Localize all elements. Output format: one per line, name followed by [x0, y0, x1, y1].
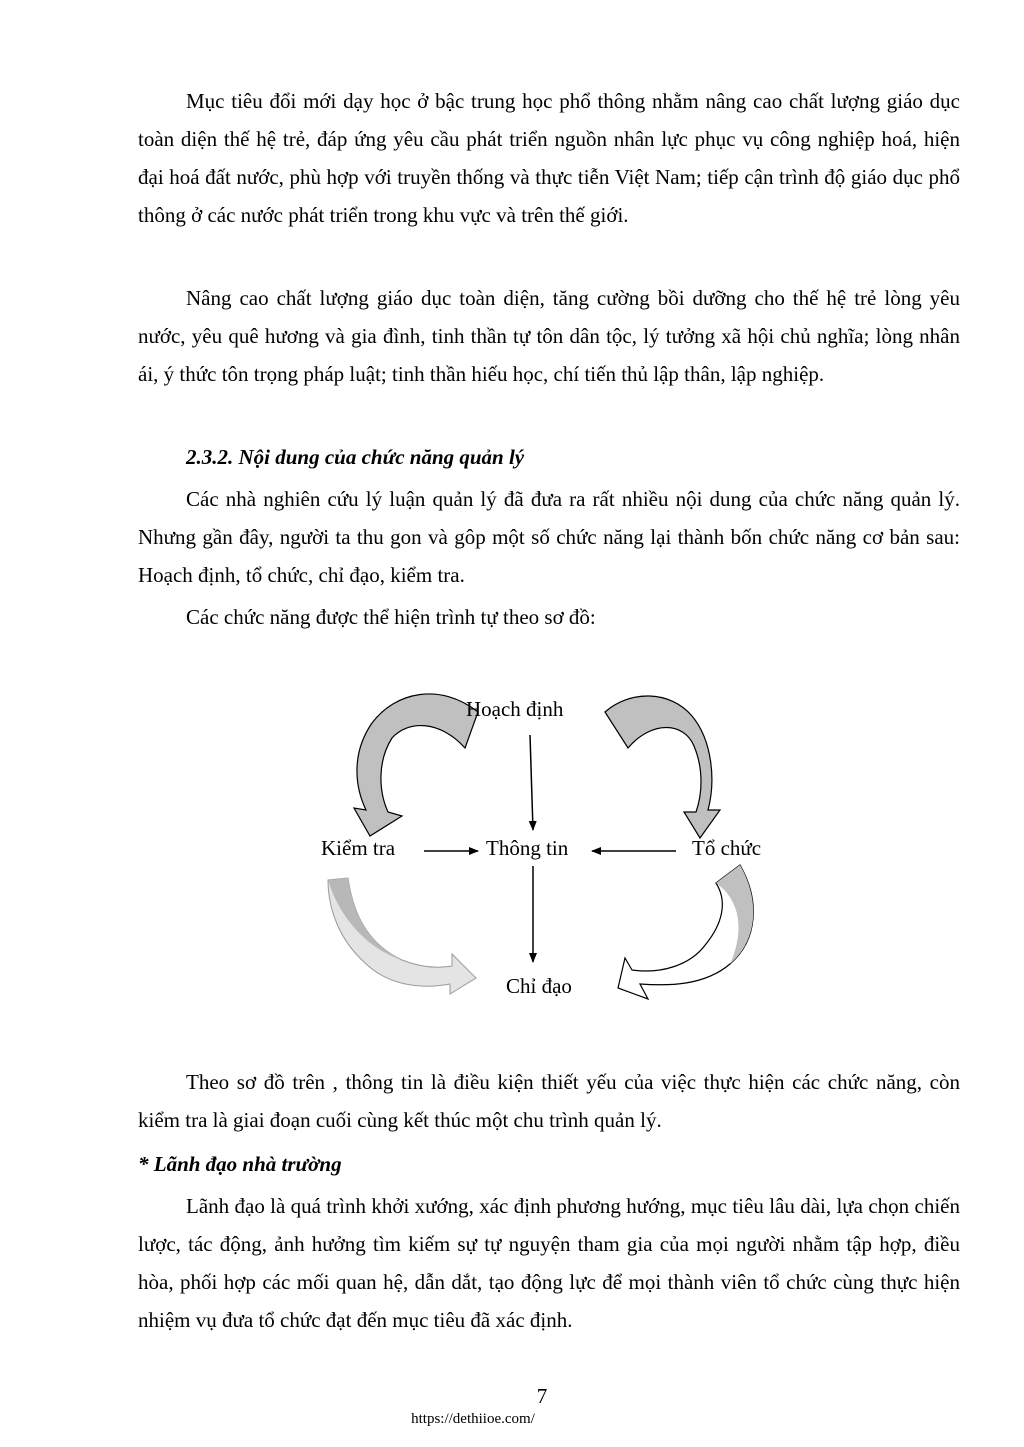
node-checking: Kiểm tra: [321, 836, 396, 860]
node-planning: Hoạch định: [466, 697, 564, 721]
management-cycle-diagram: [0, 660, 1024, 1020]
paragraph-functions: Các nhà nghiên cứu lý luận quản lý đã đưa ra rất nhiều nội dung của chức năng quản lý. Nhưng gần đây, người ta thu gon và gôp một số chức năng lại thành bốn chức năng cơ bản sau: Hoạch định, tổ chức, chỉ đạo, kiểm tra.: [138, 487, 960, 587]
curved-arrow-top-right: [605, 696, 720, 838]
node-organizing: Tổ chức: [692, 836, 762, 860]
node-information: Thông tin: [486, 836, 569, 860]
section-heading-leadership: * Lãnh đạo nhà trường: [138, 1152, 342, 1176]
arrow-planning-to-info: [530, 735, 533, 830]
section-heading-content: 2.3.2. Nội dung của chức năng quản lý: [186, 445, 525, 469]
paragraph-diagram-intro: Các chức năng được thể hiện trình tự theo sơ đồ:: [186, 605, 596, 629]
node-directing: Chỉ đạo: [506, 974, 572, 998]
paragraph-leadership: Lãnh đạo là quá trình khởi xướng, xác định phương hướng, mục tiêu lâu dài, lựa chọn chiến lược, tác động, ảnh hưởng tìm kiếm sự tự nguyện tham gia của mọi người nhằm tập hợp, điều hòa, phối hợp các mối quan hệ, dẫn dắt, tạo động lực để mọi thành viên tổ chức cùng thực hiện nhiệm vụ đưa tổ chức đạt đến mục tiêu đã xác định.: [138, 1194, 960, 1332]
paragraph-diagram-explanation: Theo sơ đồ trên , thông tin là điều kiện thiết yếu của việc thực hiện các chức năng, còn kiểm tra là giai đoạn cuối cùng kết thúc một chu trình quản lý.: [138, 1070, 960, 1132]
page-number: 7: [536, 1384, 548, 1408]
curved-arrow-top-left: [354, 694, 478, 836]
footer-url[interactable]: https://dethiioe.com/: [411, 1411, 535, 1427]
paragraph-objectives: Mục tiêu đổi mới dạy học ở bậc trung học phổ thông nhằm nâng cao chất lượng giáo dục toàn diện thế hệ trẻ, đáp ứng yêu cầu phát triển nguồn nhân lực phục vụ công nghiệp hoá, hiện đại hoá đất nước, phù hợp với truyền thống và thực tiễn Việt Nam; tiếp cận trình độ giáo dục phổ thông ở các nước phát triển trong khu vực và trên thế giới.: [138, 89, 960, 227]
paragraph-quality: Nâng cao chất lượng giáo dục toàn diện, tăng cường bồi dưỡng cho thế hệ trẻ lòng yêu nước, yêu quê hương và gia đình, tinh thần tự tôn dân tộc, lý tưởng xã hội chủ nghĩa; lòng nhân ái, ý thức tôn trọng pháp luật; tinh thần hiếu học, chí tiến thủ lập thân, lập nghiệp.: [138, 286, 960, 386]
